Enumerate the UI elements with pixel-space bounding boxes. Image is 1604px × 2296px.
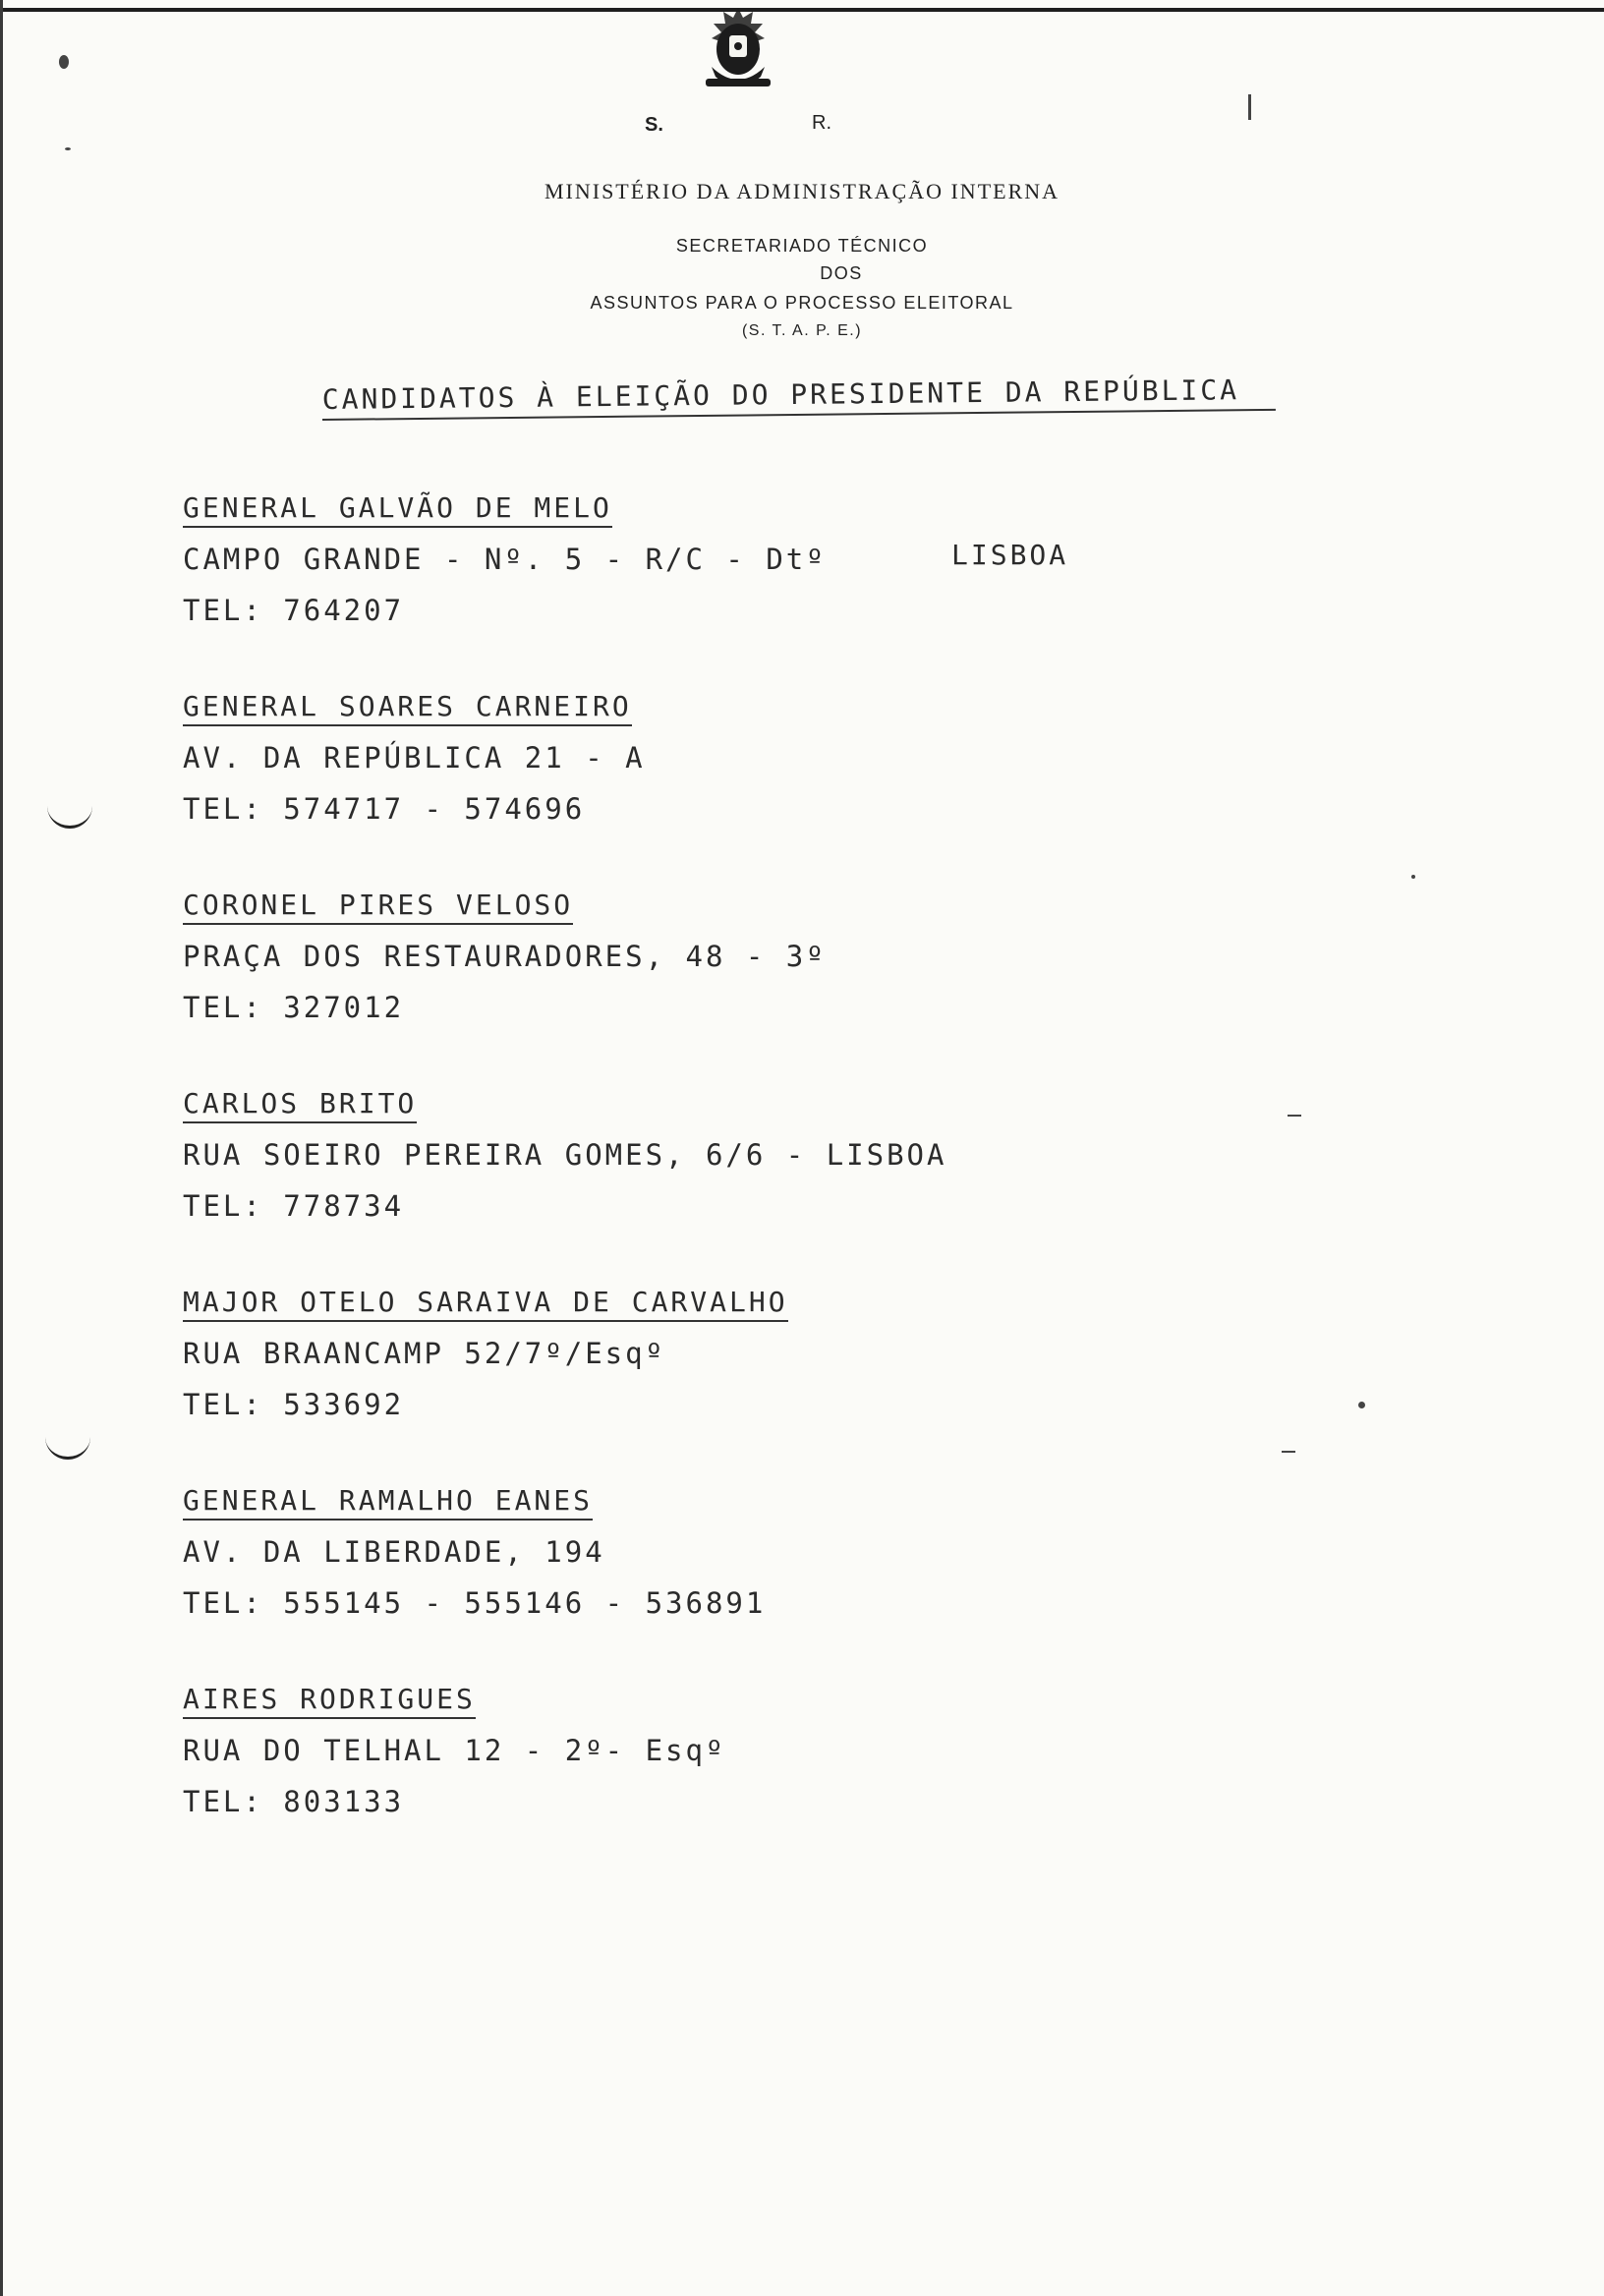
- secretariat-line-3: ASSUNTOS PARA O PROCESSO ELEITORAL: [590, 293, 1014, 313]
- candidate-entry: [183, 1484, 1362, 1683]
- candidate-address: RUA DO TELHAL 12 - 2º- Esqº: [183, 1734, 726, 1767]
- candidate-city: LISBOA: [951, 539, 1069, 571]
- ink-speck: [59, 55, 69, 69]
- ministry-name: MINISTÉRIO DA ADMINISTRAÇÃO INTERNA: [544, 179, 1060, 203]
- candidate-entry: [183, 1286, 1362, 1484]
- candidate-phone: TEL: 803133: [183, 1785, 405, 1818]
- candidate-name: MAJOR OTELO SARAIVA DE CARVALHO: [183, 1286, 788, 1322]
- candidate-phone: TEL: 764207: [183, 594, 405, 627]
- candidate-address: AV. DA LIBERDADE, 194: [183, 1535, 605, 1569]
- secretariat-line-1: SECRETARIADO TÉCNICO: [675, 236, 929, 256]
- coat-of-arms-emblem: [686, 2, 790, 100]
- candidate-name: AIRES RODRIGUES: [183, 1683, 476, 1719]
- candidate-name: GENERAL RAMALHO EANES: [183, 1484, 593, 1521]
- candidate-phone: TEL: 327012: [183, 991, 405, 1024]
- candidate-address: CAMPO GRANDE - Nº. 5 - R/C - Dtº: [183, 543, 827, 576]
- candidate-entry: [183, 690, 1362, 889]
- candidate-entry: [183, 491, 1362, 690]
- candidate-address: RUA BRAANCAMP 52/7º/Esqº: [183, 1337, 666, 1370]
- candidate-phone: TEL: 778734: [183, 1189, 405, 1223]
- candidate-entry: [183, 1087, 1362, 1286]
- seal-letter-r: R.: [812, 112, 831, 134]
- left-border-line: [0, 0, 3, 2296]
- candidate-phone: TEL: 555145 - 555146 - 536891: [183, 1586, 767, 1620]
- secretariat-abbreviation: (S. T. A. P. E.): [741, 322, 863, 339]
- candidate-name: GENERAL SOARES CARNEIRO: [183, 690, 632, 726]
- candidate-name: GENERAL GALVÃO DE MELO: [183, 491, 612, 528]
- candidate-name: CORONEL PIRES VELOSO: [183, 889, 573, 925]
- candidate-address: RUA SOEIRO PEREIRA GOMES, 6/6 - LISBOA: [183, 1138, 947, 1172]
- punch-hole-mark: [47, 804, 92, 829]
- ink-speck: [65, 147, 71, 150]
- document-title: CANDIDATOS À ELEIÇÃO DO PRESIDENTE DA REPÚBLICA: [322, 373, 1276, 421]
- ink-speck: [1248, 94, 1251, 120]
- candidate-entry: [183, 1683, 1362, 1881]
- candidate-entry: [183, 889, 1362, 1087]
- candidate-address: AV. DA REPÚBLICA 21 - A: [183, 741, 646, 775]
- candidate-list: [183, 491, 1362, 1881]
- candidate-name: CARLOS BRITO: [183, 1087, 417, 1123]
- seal-letter-s: S.: [645, 114, 663, 136]
- secretariat-line-2: DOS: [820, 263, 863, 283]
- candidate-phone: TEL: 574717 - 574696: [183, 792, 586, 826]
- punch-hole-mark: [45, 1435, 90, 1460]
- candidate-phone: TEL: 533692: [183, 1388, 405, 1421]
- candidate-address: PRAÇA DOS RESTAURADORES, 48 - 3º: [183, 940, 827, 973]
- top-border-line: [0, 8, 1604, 12]
- ink-speck: [1411, 875, 1415, 879]
